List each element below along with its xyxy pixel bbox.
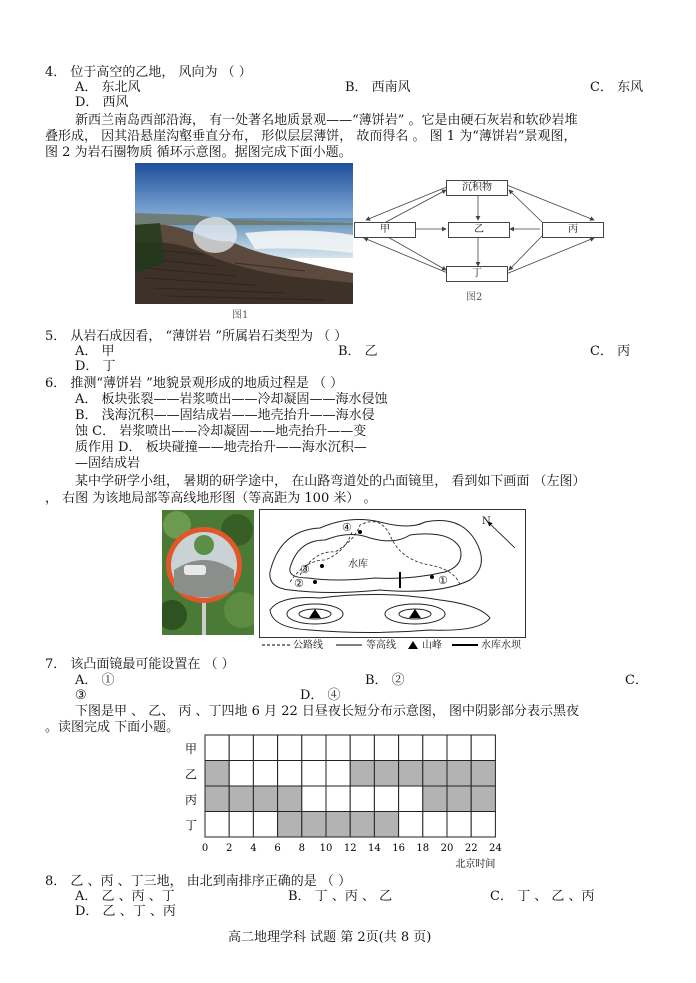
grid-cell xyxy=(350,735,374,761)
hour-tick: 22 xyxy=(464,843,478,854)
q7-option-d[interactable]: D． ④ xyxy=(300,688,341,703)
node-ding: 丁 xyxy=(446,266,508,282)
axis-title: 北京时间 xyxy=(455,859,496,870)
marker-2: ② xyxy=(294,577,304,590)
grid-cell xyxy=(399,786,423,812)
grid-cell xyxy=(350,812,374,838)
grid-cell xyxy=(205,735,229,761)
node-bing: 丙 xyxy=(542,222,604,238)
hour-tick: 14 xyxy=(368,843,381,854)
grid-cell xyxy=(374,786,398,812)
hour-tick: 18 xyxy=(416,843,430,854)
grid-cell xyxy=(423,761,447,787)
grid-cell xyxy=(399,735,423,761)
q4-option-d[interactable]: D． 西风 xyxy=(75,95,129,110)
intro3-line2: 。读图完成 下面小题。 xyxy=(45,720,180,735)
q4-stem: 4． 位于高空的乙地， 风向为 （ ） xyxy=(45,65,252,80)
legend-road: 公路线 xyxy=(293,640,323,651)
q8-option-b[interactable]: B． 丁 、丙 、 乙 xyxy=(288,889,393,904)
marker-1: ① xyxy=(438,574,448,587)
grid-cell xyxy=(205,761,229,787)
grid-cell xyxy=(278,812,302,838)
q8-stem: 8． 乙 、丙 、丁三地， 由北到南排序正确的是 （ ） xyxy=(45,874,352,889)
north-label: N xyxy=(482,516,491,527)
hour-tick: 6 xyxy=(274,843,281,854)
grid-cell xyxy=(471,761,495,787)
grid-cell xyxy=(253,761,277,787)
fig2-caption: 图2 xyxy=(466,292,483,303)
q5-option-b[interactable]: B． 乙 xyxy=(338,344,378,359)
q7-option-a[interactable]: A． ① xyxy=(75,673,115,688)
grid-cell xyxy=(205,812,229,838)
intro1-line1: 新西兰南岛西部沿海， 有一处著名地质景观——“薄饼岩” 。它是由硬石灰岩和软砂岩堆 xyxy=(75,113,578,128)
grid-cell xyxy=(326,735,350,761)
node-jia: 甲 xyxy=(354,222,416,238)
day-night-chart xyxy=(180,733,510,873)
q6-option-a[interactable]: A． 板块张裂——岩浆喷出——冷却凝固——海水侵蚀 xyxy=(75,392,388,407)
grid-cell xyxy=(423,786,447,812)
grid-cell xyxy=(399,761,423,787)
grid-cell xyxy=(447,786,471,812)
grid-cell xyxy=(447,735,471,761)
marker-4: ④ xyxy=(342,521,352,534)
grid-cell xyxy=(374,761,398,787)
convex-mirror-photo xyxy=(162,510,254,635)
grid-cell xyxy=(326,812,350,838)
q4-option-b[interactable]: B． 西南风 xyxy=(345,80,411,95)
intro3-line1: 下图是甲 、 乙、 丙 、丁四地 6 月 22 日昼夜长短分布示意图， 图中阴影部分表示黑夜 xyxy=(75,704,580,719)
grid-cell xyxy=(447,812,471,838)
grid-cell xyxy=(302,786,326,812)
pancake-rocks-photo xyxy=(135,163,353,304)
grid-cell xyxy=(278,786,302,812)
row-label: 丁 xyxy=(185,818,198,833)
q7-stem: 7． 该凸面镜最可能设置在 （ ） xyxy=(45,657,235,672)
grid-cell xyxy=(350,786,374,812)
grid-cell xyxy=(471,812,495,838)
intro1-line3: 图 2 为岩石圈物质 循环示意图。据图完成下面小题。 xyxy=(45,145,352,160)
grid-cell xyxy=(423,812,447,838)
q4-option-c[interactable]: C． 东风 xyxy=(590,80,644,95)
grid-cell xyxy=(229,761,253,787)
grid-cell xyxy=(278,761,302,787)
q7-option-b[interactable]: B． ② xyxy=(365,673,405,688)
q8-option-a[interactable]: A． 乙 、丙 、丁 xyxy=(75,889,175,904)
grid-cell xyxy=(350,761,374,787)
grid-cell xyxy=(423,735,447,761)
q7-option-c-value: ③ xyxy=(75,688,87,703)
row-label: 乙 xyxy=(185,767,198,782)
grid-cell xyxy=(253,735,277,761)
hour-tick: 20 xyxy=(440,843,454,854)
hour-tick: 16 xyxy=(392,843,405,854)
q6-option-d-cont: —固结成岩 xyxy=(75,456,141,471)
fig1-caption: 图1 xyxy=(232,310,249,321)
grid-cell xyxy=(447,761,471,787)
marker-3: ③ xyxy=(300,563,310,576)
node-yi: 乙 xyxy=(448,222,510,238)
reservoir-label: 水库 xyxy=(348,559,368,570)
grid-cell xyxy=(253,812,277,838)
page-footer: 高二地理学科 试题 第 2页(共 8 页) xyxy=(228,930,432,945)
hour-tick: 10 xyxy=(319,843,333,854)
q6-stem: 6． 推测“薄饼岩 ”地貌景观形成的地质过程是 （ ） xyxy=(45,376,344,391)
hour-tick: 0 xyxy=(201,843,209,854)
grid-cell xyxy=(229,735,253,761)
grid-cell xyxy=(302,812,326,838)
row-label: 甲 xyxy=(185,741,198,756)
grid-cell xyxy=(374,812,398,838)
grid-cell xyxy=(471,786,495,812)
q5-option-c[interactable]: C． 丙 xyxy=(590,344,631,359)
grid-cell xyxy=(302,761,326,787)
grid-cell xyxy=(326,761,350,787)
grid-cell xyxy=(278,735,302,761)
q4-option-a[interactable]: A． 东北风 xyxy=(75,80,141,95)
q5-option-a[interactable]: A． 甲 xyxy=(75,344,115,359)
legend-dam: 水库水坝 xyxy=(481,640,521,651)
grid-cell xyxy=(205,786,229,812)
q5-option-d[interactable]: D． 丁 xyxy=(75,359,116,374)
rock-cycle-diagram xyxy=(354,176,604,306)
legend-peak: 山峰 xyxy=(422,640,442,651)
q6-option-d[interactable]: 质作用 D． 板块碰撞——地壳抬升——海水沉积— xyxy=(75,440,367,455)
node-sediment: 沉积物 xyxy=(446,180,508,196)
grid-cell xyxy=(374,735,398,761)
intro2-line2: ， 右图 为该地局部等高线地形图（等高距为 100 米） 。 xyxy=(45,491,377,506)
hour-tick: 24 xyxy=(489,843,502,854)
hour-tick: 12 xyxy=(343,843,357,854)
hour-tick: 8 xyxy=(298,843,305,854)
grid-cell xyxy=(229,812,253,838)
q5-stem: 5． 从岩石成因看， “薄饼岩 ”所属岩石类型为 （ ） xyxy=(45,329,348,344)
map-legend xyxy=(262,638,542,652)
grid-cell xyxy=(399,812,423,838)
q7-option-c[interactable]: C． xyxy=(625,673,648,688)
contour-map xyxy=(259,509,526,638)
hour-tick: 2 xyxy=(226,843,233,854)
legend-contour: 等高线 xyxy=(366,640,396,651)
q8-option-d[interactable]: D． 乙 、丁 、丙 xyxy=(75,904,176,919)
q6-option-b[interactable]: B． 浅海沉积——固结成岩——地壳抬升——海水侵 xyxy=(75,408,375,423)
intro2-line1: 某中学研学小组， 暑期的研学途中， 在山路弯道处的凸面镜里， 看到如下画面 （左图） xyxy=(75,474,586,489)
grid-cell xyxy=(253,786,277,812)
intro1-line2: 叠形成， 因其沿悬崖沟壑垂直分布， 形似层层薄饼， 故而得名 。 图 1 为“薄饼岩”景观图， xyxy=(45,129,577,144)
grid-cell xyxy=(229,786,253,812)
grid-cell xyxy=(471,735,495,761)
grid-cell xyxy=(326,786,350,812)
grid-cell xyxy=(302,735,326,761)
hour-tick: 4 xyxy=(250,843,257,854)
q6-option-c[interactable]: 蚀 C． 岩浆喷出——冷却凝固——地壳抬升——变 xyxy=(75,424,367,439)
row-label: 丙 xyxy=(185,792,198,807)
q8-option-c[interactable]: C． 丁 、 乙 、丙 xyxy=(490,889,595,904)
